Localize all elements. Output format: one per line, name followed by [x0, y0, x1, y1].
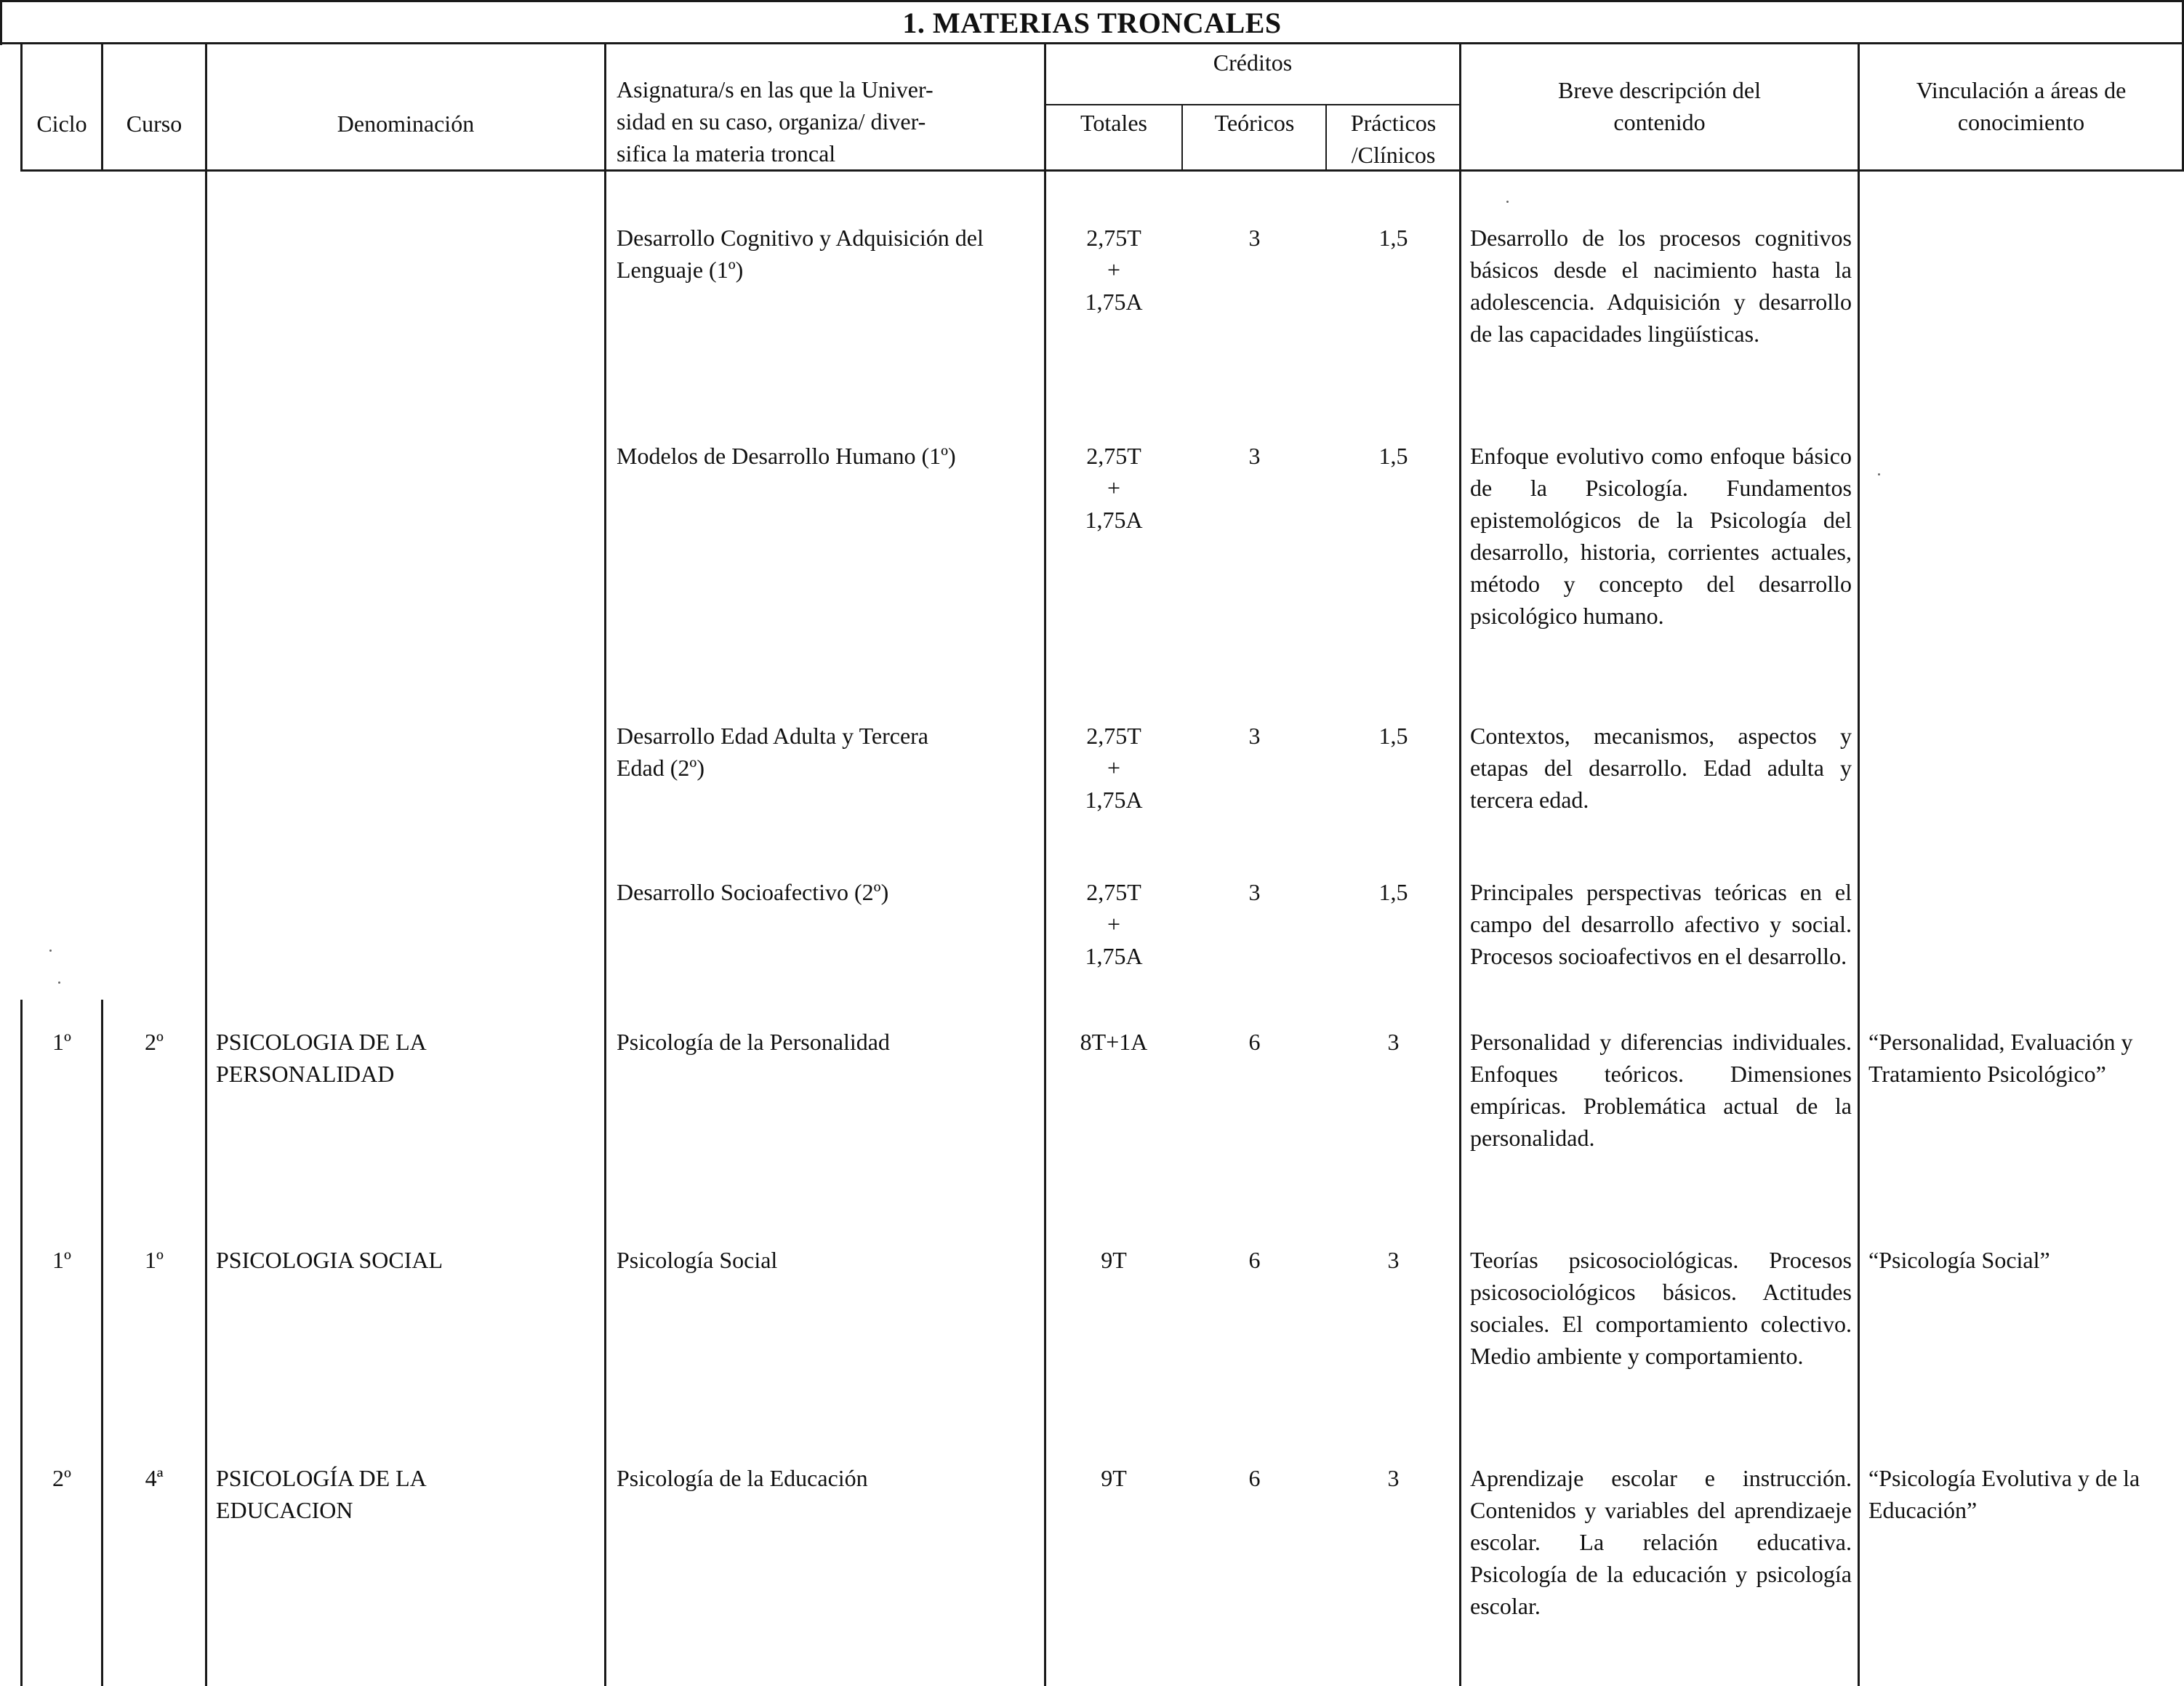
row-teoricos: 3 [1248, 443, 1261, 469]
body-col-line-3 [604, 169, 606, 1686]
row-asignatura: Desarrollo Cognitivo y Adquisición del Lenguaje (1º) [617, 225, 984, 283]
row-curso: 1º [145, 1247, 164, 1273]
header-ciclo: Ciclo [36, 111, 87, 137]
row-totales: 2,75T + 1,75A [1085, 879, 1143, 969]
row-asignatura: Psicología Social [617, 1247, 778, 1273]
row-denominacion: PSICOLOGIA DE LA PERSONALIDAD [216, 1029, 427, 1087]
row-practicos: 3 [1387, 1247, 1400, 1273]
row-totales: 9T [1101, 1465, 1127, 1491]
row-asignatura: Psicología de la Personalidad [617, 1029, 890, 1055]
row-descripcion: Desarrollo de los procesos cognitivos básicos desde el nacimiento hasta la adolescencia. Adquisición y desarrollo de las capacidades lingüísticas. [1470, 225, 1852, 347]
col-line-1 [101, 42, 103, 171]
row-teoricos: 3 [1248, 879, 1261, 905]
scan-speck [1878, 473, 1880, 475]
body-col-line-1 [101, 1000, 103, 1686]
row-descripcion: Principales perspectivas teóricas en el campo del desarrollo afectivo y social. Procesos socioafectivos en el desarrollo. [1470, 879, 1852, 969]
row-curso: 4ª [145, 1465, 164, 1491]
row-descripcion: Aprendizaje escolar e instrucción. Contenidos y variables del aprendizaeje escolar. La relación educativa. Psicología de la educación y psicología escolar. [1470, 1465, 1852, 1619]
col-line-3 [604, 42, 606, 171]
header-descripcion: Breve descripción del contenido [1558, 77, 1761, 135]
col-line-2 [205, 42, 207, 171]
table-border-top [0, 0, 2184, 2]
row-practicos: 1,5 [1378, 723, 1408, 749]
scan-speck [58, 982, 60, 984]
row-teoricos: 6 [1248, 1465, 1261, 1491]
row-practicos: 3 [1387, 1465, 1400, 1491]
body-col-line-0 [20, 1000, 23, 1686]
row-practicos: 1,5 [1378, 879, 1408, 905]
row-practicos: 3 [1387, 1029, 1400, 1055]
header-creditos: Créditos [1213, 49, 1293, 76]
body-col-line-2 [205, 169, 207, 1686]
creditos-subheader-rule [1044, 104, 1461, 105]
row-totales: 2,75T + 1,75A [1085, 443, 1143, 533]
row-asignatura: Desarrollo Edad Adulta y Tercera Edad (2º) [617, 723, 928, 781]
row-totales: 2,75T + 1,75A [1085, 723, 1143, 813]
row-descripcion: Enfoque evolutivo como enfoque básico de la Psicología. Fundamentos epistemológicos de la Psicología del desarrollo, historia, corrientes actuales, método y concepto del desarrollo psicológico humano. [1470, 443, 1852, 629]
document-title: 1. MATERIAS TRONCALES [902, 7, 1282, 39]
row-vinculacion: “Personalidad, Evaluación y Tratamiento Psicológico” [1868, 1029, 2133, 1087]
row-asignatura: Modelos de Desarrollo Humano (1º) [617, 443, 956, 469]
row-ciclo: 2º [52, 1465, 71, 1491]
row-curso: 2º [145, 1029, 164, 1055]
row-totales: 2,75T + 1,75A [1085, 225, 1143, 315]
header-teoricos: Teóricos [1214, 110, 1295, 136]
header-vinculacion: Vinculación a áreas de conocimiento [1916, 77, 2127, 135]
row-teoricos: 3 [1248, 723, 1261, 749]
row-ciclo: 1º [52, 1029, 71, 1055]
title-underline [0, 42, 2184, 44]
header-practicos: Prácticos /Clínicos [1350, 110, 1437, 168]
row-practicos: 1,5 [1378, 443, 1408, 469]
scan-speck [1506, 201, 1509, 203]
row-denominacion: PSICOLOGÍA DE LA EDUCACION [216, 1465, 427, 1523]
row-asignatura: Psicología de la Educación [617, 1465, 868, 1491]
header-totales: Totales [1080, 110, 1147, 136]
col-line-0 [20, 42, 23, 171]
row-totales: 8T+1A [1080, 1029, 1148, 1055]
row-vinculacion: “Psicología Evolutiva y de la Educación” [1868, 1465, 2140, 1523]
row-teoricos: 3 [1248, 225, 1261, 251]
scan-speck [49, 950, 52, 952]
row-vinculacion: “Psicología Social” [1868, 1247, 2050, 1273]
row-teoricos: 6 [1248, 1247, 1261, 1273]
body-col-line-8 [1858, 169, 1860, 1686]
row-descripcion: Personalidad y diferencias individuales. Enfoques teóricos. Dimensiones empíricas. Problemática actual de la personalidad. [1470, 1029, 1852, 1151]
row-totales: 9T [1101, 1247, 1127, 1273]
row-ciclo: 1º [52, 1247, 71, 1273]
row-teoricos: 6 [1248, 1029, 1261, 1055]
row-asignatura: Desarrollo Socioafectivo (2º) [617, 879, 889, 905]
row-practicos: 1,5 [1378, 225, 1408, 251]
header-asignatura: Asignatura/s en las que la Univer- sidad en su caso, organiza/ diver- sifica la materia troncal [617, 76, 934, 166]
row-descripcion: Contextos, mecanismos, aspectos y etapas del desarrollo. Edad adulta y tercera edad. [1470, 723, 1852, 813]
row-descripcion: Teorías psicosociológicas. Procesos psicosociológicos básicos. Actitudes sociales. El comportamiento colectivo. Medio ambiente y comportamiento. [1470, 1247, 1852, 1369]
body-col-line-7 [1459, 169, 1461, 1686]
header-curso: Curso [126, 111, 182, 137]
row-denominacion: PSICOLOGIA SOCIAL [216, 1247, 443, 1273]
header-denominacion: Denominación [337, 111, 475, 137]
